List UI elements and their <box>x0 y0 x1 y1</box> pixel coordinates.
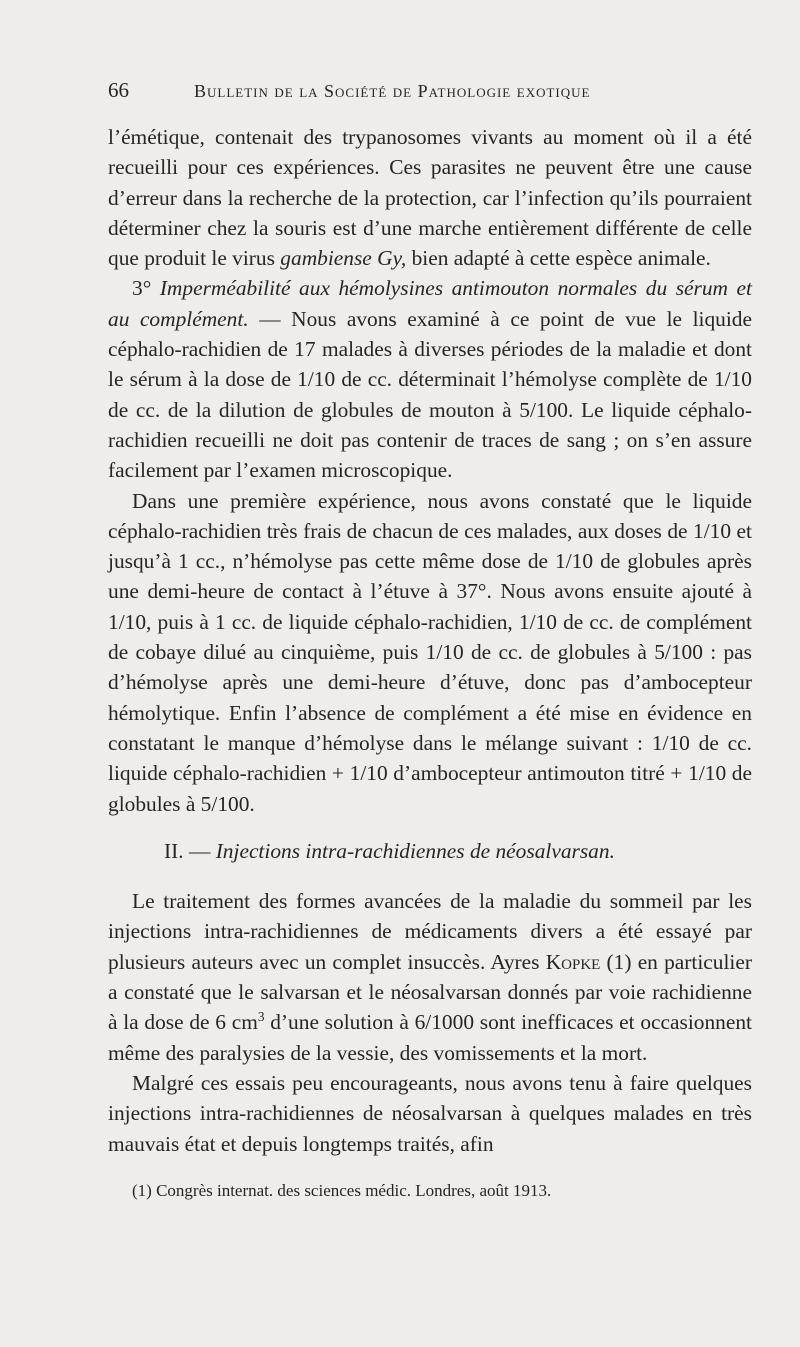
paragraph-2-number: 3° <box>132 276 160 301</box>
paragraph-1-text: l’émétique, contenait des trypanosomes vivants au moment où il a été recueilli pour ces expériences. Ces parasites ne peuvent être une cause d’erreur dans la recherche de la protection, car l’infection qu’ils pourraient déterminer chez la souris est d’une marche entièrement différente de celle que produit le virus <box>108 125 752 271</box>
paragraph-2-heading: Imperméabilité aux hémolysines antimouton normales du sérum et au complément. <box>108 276 752 331</box>
superscript: 3 <box>257 1009 265 1025</box>
section-heading <box>108 836 752 866</box>
paragraph-4-end: d’une solution à 6/1000 sont inefficaces et occasionnent même des paralysies de la vessie, des vomissements et la mort. <box>108 1010 752 1065</box>
running-title: Bulletin de la Société de Pathologie exotique <box>194 81 591 101</box>
paragraph-4-mid: (1) en particulier a constaté que le salvarsan et le néosalvarsan donnés par voie rachidienne à la dose de 6 cm <box>108 949 752 1035</box>
footnote: (1) Congrès internat. des sciences médic. Londres, août 1913. <box>132 1181 552 1200</box>
author-name: Kopke <box>545 949 601 974</box>
paragraph-1-italic: gambiense Gy, <box>280 246 407 271</box>
paragraph-2 <box>108 273 752 485</box>
page-header <box>108 78 668 103</box>
paragraph-3: Dans une première expérience, nous avons constaté que le liquide céphalo-rachidien très frais de chacun de ces malades, aux doses de 1/10 et jusqu’à 1 cc., n’hémolyse pas cette même dose de 1/10 de globules après une demi-heure de contact à l’étuve à 37°. Nous avons ensuite ajouté à 1/10, puis à 1 cc. de liquide céphalo-rachidien, 1/10 de cc. de complément de cobaye dilué au cinquième, puis 1/10 de cc. de globules à 5/100 : pas d’hémolyse après une demi-heure d’étuve, donc pas d’ambocepteur hémolytique. Enfin l’absence de complément a été mise en évidence en constatant le manque d’hémolyse dans le mélange suivant : 1/10 de cc. liquide céphalo-rachidien + 1/10 d’ambocepteur antimouton titré + 1/10 de globules à 5/100. <box>108 488 752 816</box>
paragraph-4-start: Le traitement des formes avancées de la maladie du sommeil par les injections intra-rachidiennes de médicaments divers a été essayé par plusieurs auteurs avec un complet insuccès. Ayres <box>108 889 752 974</box>
paragraph-1-tail: bien adapté à cette espèce animale. <box>406 246 711 271</box>
body-text <box>108 122 752 1159</box>
paragraph-2-text: — Nous avons examiné à ce point de vue le liquide céphalo-rachidien de 17 malades à diverses périodes de la maladie et dont le sérum à la dose de 1/10 de cc. déterminait l’hémolyse complète de 1/10 de cc. de la dilution de globules de mouton à 5/100. Le liquide céphalo-rachidien recueilli ne doit pas contenir de traces de sang ; on s’en assure facilement par l’examen microscopique. <box>108 306 752 483</box>
paragraph-5: Malgré ces essais peu encourageants, nous avons tenu à faire quelques injections intra-rachidiennes de néosalvarsan à quelques malades en très mauvais état et depuis longtemps traités, afin <box>108 1070 752 1156</box>
page-number: 66 <box>108 78 129 102</box>
section-number: II. — <box>164 838 216 863</box>
paragraph-1 <box>108 122 752 273</box>
section-title: Injections intra-rachidiennes de néosalvarsan. <box>215 838 615 863</box>
paragraph-4 <box>108 886 752 1068</box>
